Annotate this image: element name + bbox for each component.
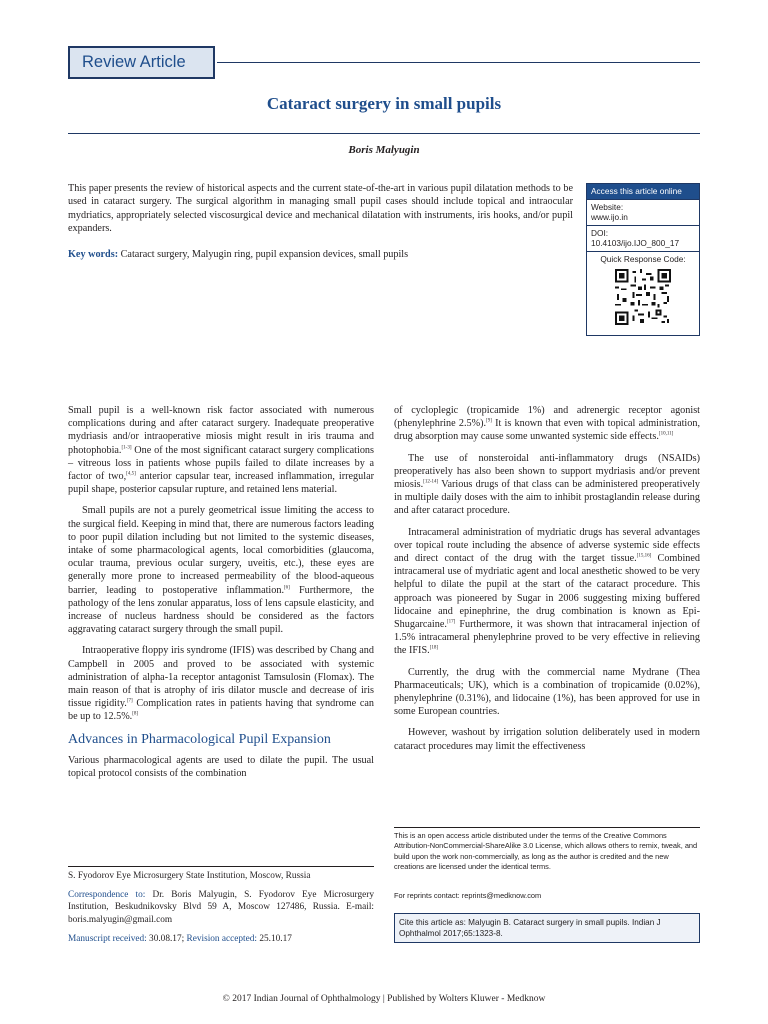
author-name: Boris Malyugin	[348, 144, 420, 156]
website-label: Website:	[591, 201, 624, 212]
keywords-label: Key words:	[68, 249, 119, 260]
paragraph: Intracameral administration of mydriatic drugs has several advantages over topical route including the absence of adverse systemic side effects and direct contact of the drug with the target tissue.[15,16] Combined intracameral use of mydriatic agent and local anesthetic showed to be very helpful to dilate the pupil at the start of the cataract procedure. This approach was pioneered by Sugar in 2006 suggesting mixing buffered lidocaine and epinephrine, the drug combination is known as Epi-Shugarcaine.[17] Furthermore, it was shown that intracameral injection of 1.5% intracameral phenylephrine proved to be very effective in relieving the IFIS.[18]	[394, 526, 700, 657]
citation-ref[interactable]: [4,5]	[126, 471, 136, 477]
correspondence-label: Correspondence to:	[68, 890, 146, 901]
header-rule	[217, 62, 700, 63]
page-footer: © 2017 Indian Journal of Ophthalmology | Published by Wolters Kluwer - Medknow	[222, 994, 546, 1004]
keywords	[68, 248, 573, 261]
doi-label: DOI:	[591, 227, 609, 238]
paragraph: The use of nonsteroidal anti-inflammatory drugs (NSAIDs) preoperatively has also been shown to support mydriasis and/or prevent miosis.[12-14] Various drugs of that class can be administered preoperatively in multiple daily doses with the aim to inhibit prostaglandin release during and after cataract procedure.	[394, 452, 700, 517]
open-access-notice: This is an open access article distributed under the terms of the Creative Commons Attribution-NonCommercial-ShareAlike 3.0 License, which allows others to remix, tweak, and build upon the work non-commercially, as long as the author is credited and the new creations are licensed under the identical terms.	[394, 831, 698, 872]
body-column-left	[68, 404, 374, 788]
website-section	[587, 199, 699, 225]
citation-ref[interactable]: [17]	[446, 619, 456, 625]
paragraph: Small pupils are not a purely geometrical issue limiting the access to the surgical field. Keeping in mind that, there are numerous factors leading to poor pupil dilation including but not limited to the systemic diseases, intake of some pharmacological agents, local comorbidities (glaucoma, ocular trauma, previous ocular surgery, uveitis, etc.), these eyes are generally more prone to increased permeability of the blood-aqueous barrier, leading to postoperative inflammation.[6] Furthermore, the pathology of the lens zonular apparatus, loss of lens capsule elasticity, and increase of nucleus hardness should be considered as the factors aggravating cataract surgery through the small pupil.	[68, 505, 374, 636]
qr-section	[587, 251, 699, 336]
body-column-right	[394, 404, 700, 761]
article-type-badge	[68, 46, 215, 79]
section-heading: Advances in Pharmacological Pupil Expansion	[68, 731, 331, 747]
citation-ref[interactable]: [7]	[126, 698, 133, 704]
access-online-box	[586, 183, 700, 336]
abstract: This paper presents the review of historical aspects and the current state-of-the-art in various pupil dilatation methods to be used in cataract surgery. The surgical algorithm in managing small pupil cases should include topical and intraocular mydriatics, appropriately selected viscosurgical device and mechanical dilatation with instruments, iris hooks, and/or pupil expanders.	[68, 183, 573, 234]
license-rule	[394, 827, 700, 828]
correspondence	[68, 889, 374, 926]
paragraph: Various pharmacological agents are used to dilate the pupil. The usual topical protocol consists of the combination	[68, 754, 374, 779]
citation-ref[interactable]: [15,16]	[636, 553, 652, 559]
citation-ref[interactable]: [6]	[284, 585, 290, 591]
institution: S. Fyodorov Eye Microsurgery State Institution, Moscow, Russia	[68, 871, 311, 881]
paragraph: Currently, the drug with the commercial name Mydrane (Thea Pharmaceuticals; UK), which is a combination of tropicamide (0.02%), phenylephrine (0.31%), and lidocaine (1%), has been approved for use in some European countries.	[394, 666, 700, 718]
correspondence-text: Dr. Boris Malyugin, S. Fyodorov Eye Microsurgery Institution, Beskudnikovsky Blvd 59 A, Moscow 127486, Russia. E-mail: boris.malyugin@gmail.com	[68, 890, 375, 925]
citation-ref[interactable]: [10,11]	[658, 432, 674, 438]
qr-code-icon[interactable]	[615, 269, 671, 325]
paragraph: However, washout by irrigation solution deliberately used in modern cataract procedures may limit the effectiveness	[394, 727, 700, 752]
qr-label: Quick Response Code:	[600, 253, 686, 264]
citation-ref[interactable]: [8]	[132, 712, 139, 718]
citation-ref[interactable]: [18]	[429, 646, 438, 652]
paragraph: Small pupil is a well-known risk factor associated with numerous complications during and after cataract surgery. Inadequate preoperative mydriasis and/or intraoperative miosis might result in iris trauma and photophobia.[1-3] One of the most significant cataract surgery complications – vitreous loss in patients whose pupils failed to dilate increases by a factor of two,[4,5] anterior capsular tear, increased inflammation, irregular pupil shape, posterior capsular rupture, and retained lens material.	[68, 405, 374, 496]
affiliation-rule	[68, 866, 374, 867]
access-online-header: Access this article online	[587, 184, 699, 199]
doi-section	[587, 225, 699, 251]
paragraph: of cycloplegic (tropicamide 1%) and adrenergic receptor agonist (phenylephrine 2.5%).[9] It is known that even with topical administration, drug absorption may cause some unwanted systemic side effects.[10,11]	[394, 405, 700, 443]
article-type-label: Review Article	[82, 53, 186, 71]
title-rule	[68, 133, 700, 134]
citation-ref[interactable]: [9]	[486, 418, 492, 424]
citation-box: Cite this article as: Malyugin B. Cataract surgery in small pupils. Indian J Ophthalmol 2017;65:1323-8.	[394, 913, 700, 943]
citation-ref[interactable]: [12-14]	[423, 479, 439, 485]
affiliation-block	[68, 870, 374, 945]
keywords-text: Cataract surgery, Malyugin ring, pupil expansion devices, small pupils	[118, 249, 409, 260]
doi-link[interactable]: 10.4103/ijo.IJO_800_17	[591, 238, 680, 248]
article-title: Cataract surgery in small pupils	[266, 94, 502, 113]
website-link[interactable]: www.ijo.in	[591, 212, 628, 222]
manuscript-dates: Manuscript received: 30.08.17; Revision accepted: 25.10.17	[68, 933, 292, 944]
paragraph: Intraoperative floppy iris syndrome (IFIS) was described by Chang and Campbell in 2005 and proved to be associated with systemic administration of alpha-1a receptor antagonist Tamsulosin (Flomax). The main reason of that is atrophy of iris dilator muscle and decrease of iris tissue rigidity.[7] Complication rates in patients having that syndrome can be up to 12.5%.[8]	[68, 645, 374, 723]
reprints-contact: For reprints contact: reprints@medknow.com	[394, 891, 542, 900]
citation-ref[interactable]: [1-3]	[121, 445, 132, 451]
